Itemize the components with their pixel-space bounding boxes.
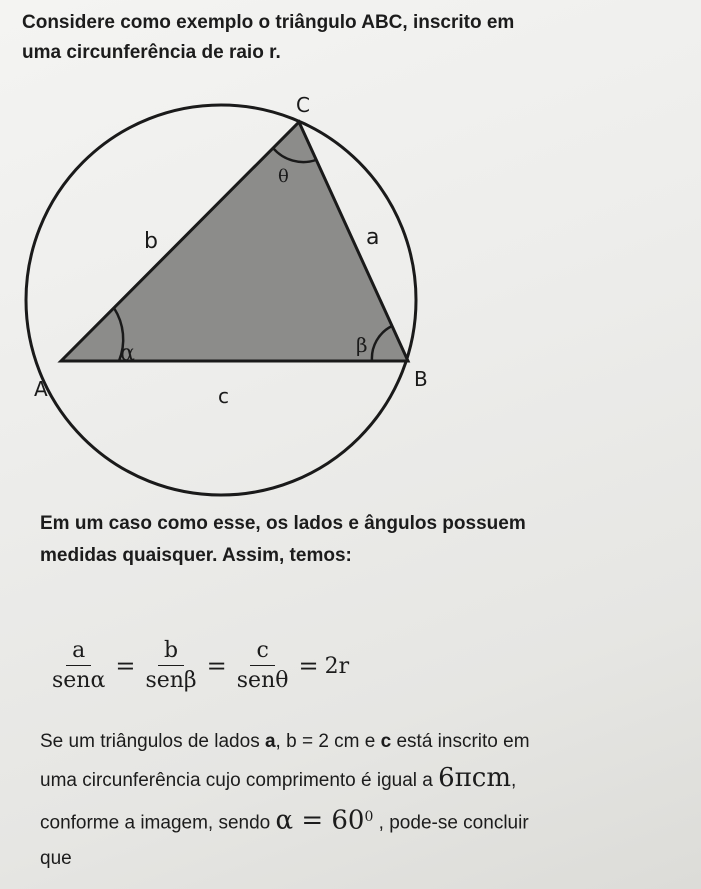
- problem-l1-c: , b = 2 cm e: [275, 731, 381, 752]
- fraction-b: [145, 639, 196, 694]
- equals-sign-3: =: [298, 652, 319, 680]
- problem-line-1: [40, 724, 690, 760]
- problem-l1-a: Se um triângulos de lados: [40, 731, 265, 752]
- problem-l2-c: ,: [511, 770, 517, 791]
- side-label-a: a: [366, 225, 380, 250]
- fraction-b-denominator: senβ: [145, 667, 197, 693]
- problem-l1-e: está inscrito em: [391, 731, 530, 752]
- angle-label-alpha: α: [120, 341, 135, 366]
- fraction-a-numerator: a: [66, 639, 91, 666]
- intro-line-1: Considere como exemplo o triângulo ABC, inscrito em: [22, 12, 515, 33]
- vertex-label-a: A: [34, 377, 48, 401]
- side-label-c: c: [218, 384, 229, 408]
- fraction-c: [237, 639, 289, 694]
- problem-line-3: [40, 799, 690, 841]
- problem-l3-sup: 0: [364, 809, 374, 825]
- statement-text: [40, 508, 680, 572]
- fraction-a-denominator: senα: [52, 667, 106, 693]
- problem-l1-d: c: [380, 731, 392, 752]
- law-of-sines-formula: [48, 634, 349, 698]
- equals-sign-1: =: [115, 652, 136, 680]
- vertex-label-c: C: [296, 93, 310, 117]
- angle-label-theta: θ: [278, 166, 289, 187]
- fraction-c-denominator: senθ: [236, 667, 289, 693]
- formula-rhs: 2r: [324, 653, 350, 679]
- problem-l1-b: a: [264, 731, 276, 752]
- fraction-a: [52, 639, 105, 694]
- problem-text: [40, 724, 690, 877]
- problem-l3-c: , pode-se concluir: [373, 812, 529, 834]
- equals-sign-2: =: [206, 652, 227, 680]
- statement-line-1: Em um caso como esse, os lados e ângulos possuem: [40, 513, 526, 534]
- side-label-b: b: [144, 229, 158, 254]
- problem-line-4: que: [40, 848, 72, 870]
- intro-line-2: uma circunferência de raio r.: [22, 42, 281, 63]
- statement-line-2: medidas quaisquer. Assim, temos:: [40, 545, 352, 566]
- problem-l2-a: uma circunferência cujo comprimento é igual a: [40, 770, 439, 791]
- problem-l3-a: conforme a imagem, sendo: [40, 812, 276, 834]
- problem-line-2: [40, 760, 690, 799]
- fraction-b-numerator: b: [158, 639, 184, 666]
- problem-l3-b: α = 60: [275, 805, 365, 836]
- triangle-diagram: [16, 90, 446, 502]
- problem-l2-b: 6πcm: [438, 763, 511, 793]
- intro-text: [22, 8, 682, 68]
- angle-label-beta: β: [356, 333, 368, 357]
- vertex-label-b: B: [414, 367, 428, 391]
- fraction-c-numerator: c: [250, 639, 274, 666]
